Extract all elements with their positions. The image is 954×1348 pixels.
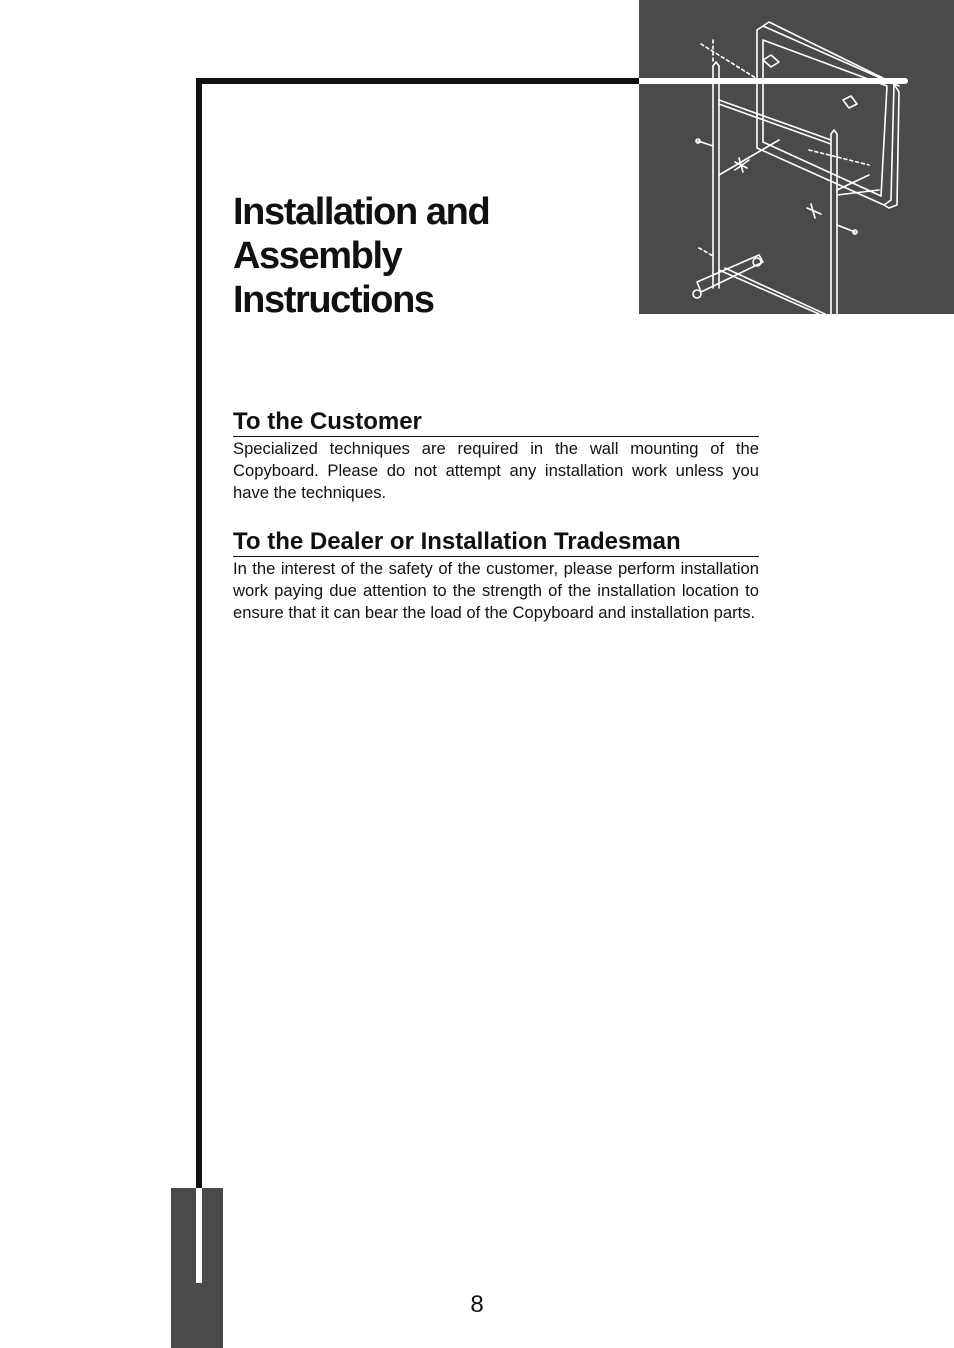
copyboard-stand-assembly-illustration bbox=[639, 0, 954, 314]
section-heading-dealer: To the Dealer or Installation Tradesman bbox=[233, 528, 759, 557]
page-number: 8 bbox=[470, 1291, 484, 1318]
frame-top-rule bbox=[196, 78, 642, 84]
section-customer bbox=[233, 408, 759, 504]
section-dealer bbox=[233, 528, 759, 624]
chapter-tab-line bbox=[196, 1188, 202, 1283]
page-title: Installation and Assembly Instructions bbox=[233, 191, 490, 321]
section-body-customer: Specialized techniques are required in the wall mounting of the Copyboard. Please do not attempt any installation work unless you have the techniques. bbox=[233, 439, 759, 502]
section-body-dealer: In the interest of the safety of the customer, please perform installation work paying due attention to the strength of the installation location to ensure that it can bear the load of the Copyboard and installation parts. bbox=[233, 559, 759, 622]
section-heading-customer: To the Customer bbox=[233, 408, 759, 437]
frame-left-rule bbox=[196, 78, 202, 1188]
stand-illustration-icon bbox=[639, 0, 954, 314]
